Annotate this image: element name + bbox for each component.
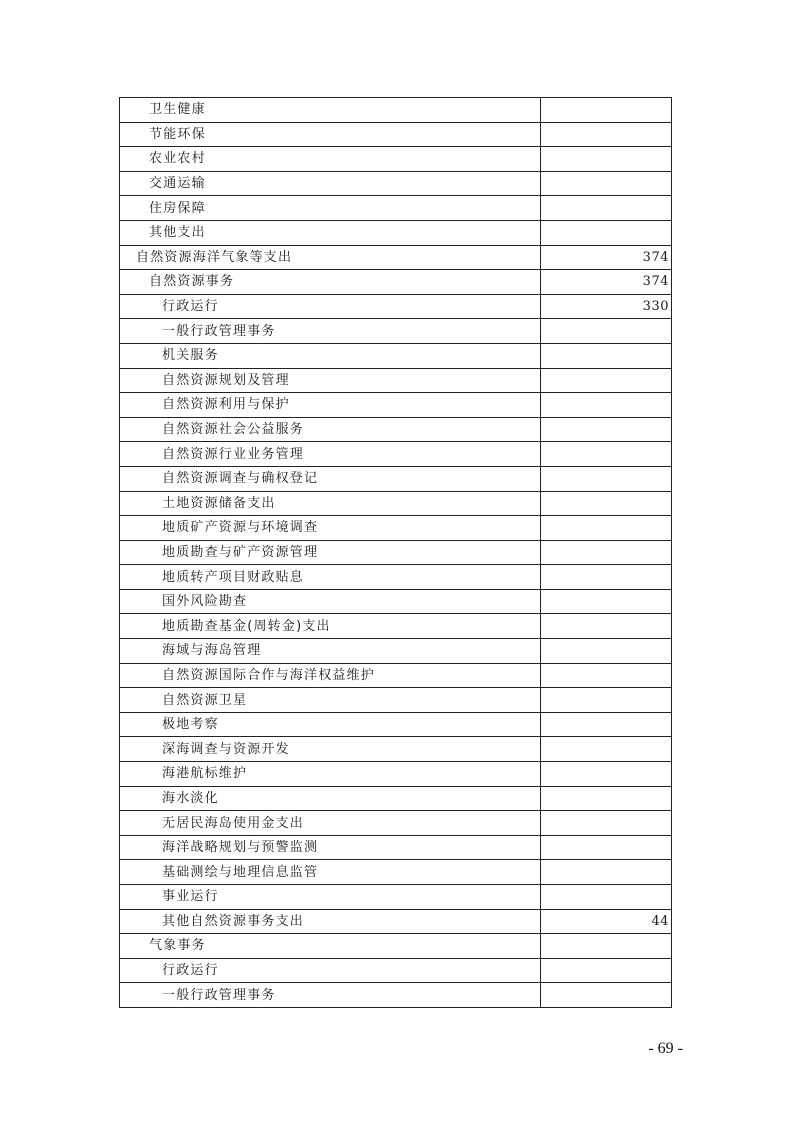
row-item-name: 交通运输 [120,171,541,196]
table-row [120,589,672,614]
row-item-name: 地质矿产资源与环境调查 [120,516,541,541]
row-item-name: 自然资源社会公益服务 [120,417,541,442]
row-item-value [541,466,672,491]
row-item-name: 自然资源利用与保护 [120,393,541,418]
table-row [120,762,672,787]
row-item-name: 地质转产项目财政贴息 [120,565,541,590]
row-item-value [541,688,672,713]
row-item-value [541,98,672,123]
row-item-value: 330 [541,294,672,319]
row-item-name: 行政运行 [120,958,541,983]
table-row [120,442,672,467]
table-row [120,983,672,1008]
row-item-value: 374 [541,270,672,295]
row-item-name: 行政运行 [120,294,541,319]
row-item-value [541,343,672,368]
row-item-name: 自然资源海洋气象等支出 [120,245,541,270]
table-row [120,245,672,270]
row-item-name: 自然资源事务 [120,270,541,295]
row-item-value [541,122,672,147]
row-item-name: 机关服务 [120,343,541,368]
table-row [120,171,672,196]
table-row [120,737,672,762]
row-item-value [541,712,672,737]
row-item-value [541,885,672,910]
table-row [120,270,672,295]
row-item-name: 自然资源卫星 [120,688,541,713]
row-item-value: 44 [541,909,672,934]
row-item-name: 土地资源储备支出 [120,491,541,516]
row-item-value [541,934,672,959]
row-item-value [541,147,672,172]
budget-table [119,97,672,1008]
table-body [120,98,672,1008]
table-row [120,368,672,393]
row-item-name: 海域与海岛管理 [120,639,541,664]
row-item-value [541,565,672,590]
row-item-name: 地质勘查与矿产资源管理 [120,540,541,565]
row-item-value [541,171,672,196]
table-row [120,614,672,639]
table-row [120,294,672,319]
table-row [120,909,672,934]
row-item-value [541,663,672,688]
table-row [120,343,672,368]
row-item-value [541,786,672,811]
row-item-value [541,958,672,983]
row-item-name: 一般行政管理事务 [120,983,541,1008]
table-row [120,712,672,737]
row-item-name: 自然资源国际合作与海洋权益维护 [120,663,541,688]
row-item-name: 事业运行 [120,885,541,910]
row-item-value [541,417,672,442]
table-row [120,688,672,713]
row-item-value [541,368,672,393]
table-row [120,220,672,245]
row-item-value [541,762,672,787]
table-row [120,639,672,664]
row-item-value [541,860,672,885]
row-item-name: 地质勘查基金(周转金)支出 [120,614,541,639]
row-item-value [541,737,672,762]
table-row [120,516,672,541]
row-item-name: 极地考察 [120,712,541,737]
row-item-value [541,589,672,614]
table-row [120,319,672,344]
row-item-name: 气象事务 [120,934,541,959]
row-item-value [541,393,672,418]
page-number: - 69 - [648,1040,683,1057]
row-item-name: 其他自然资源事务支出 [120,909,541,934]
row-item-value [541,811,672,836]
table-row [120,491,672,516]
row-item-value [541,516,672,541]
row-item-value [541,540,672,565]
row-item-name: 一般行政管理事务 [120,319,541,344]
table-row [120,663,672,688]
table-row [120,934,672,959]
row-item-name: 自然资源规划及管理 [120,368,541,393]
row-item-name: 海港航标维护 [120,762,541,787]
table-row [120,466,672,491]
table-row [120,196,672,221]
row-item-name: 深海调查与资源开发 [120,737,541,762]
table-row [120,860,672,885]
row-item-value [541,220,672,245]
row-item-name: 农业农村 [120,147,541,172]
row-item-value [541,835,672,860]
row-item-value [541,319,672,344]
row-item-name: 基础测绘与地理信息监管 [120,860,541,885]
row-item-name: 住房保障 [120,196,541,221]
row-item-name: 自然资源行业业务管理 [120,442,541,467]
row-item-value [541,196,672,221]
row-item-name: 自然资源调查与确权登记 [120,466,541,491]
table-row [120,147,672,172]
table-row [120,122,672,147]
row-item-value [541,639,672,664]
row-item-value: 374 [541,245,672,270]
row-item-value [541,442,672,467]
row-item-value [541,491,672,516]
row-item-name: 无居民海岛使用金支出 [120,811,541,836]
table-row [120,811,672,836]
row-item-name: 节能环保 [120,122,541,147]
row-item-name: 海水淡化 [120,786,541,811]
table-row [120,835,672,860]
table-row [120,565,672,590]
table-row [120,540,672,565]
table-row [120,98,672,123]
table-row [120,786,672,811]
row-item-name: 海洋战略规划与预警监测 [120,835,541,860]
table-row [120,417,672,442]
table-row [120,885,672,910]
table-row [120,958,672,983]
table-row [120,393,672,418]
row-item-name: 卫生健康 [120,98,541,123]
row-item-value [541,614,672,639]
row-item-name: 国外风险勘查 [120,589,541,614]
row-item-value [541,983,672,1008]
row-item-name: 其他支出 [120,220,541,245]
